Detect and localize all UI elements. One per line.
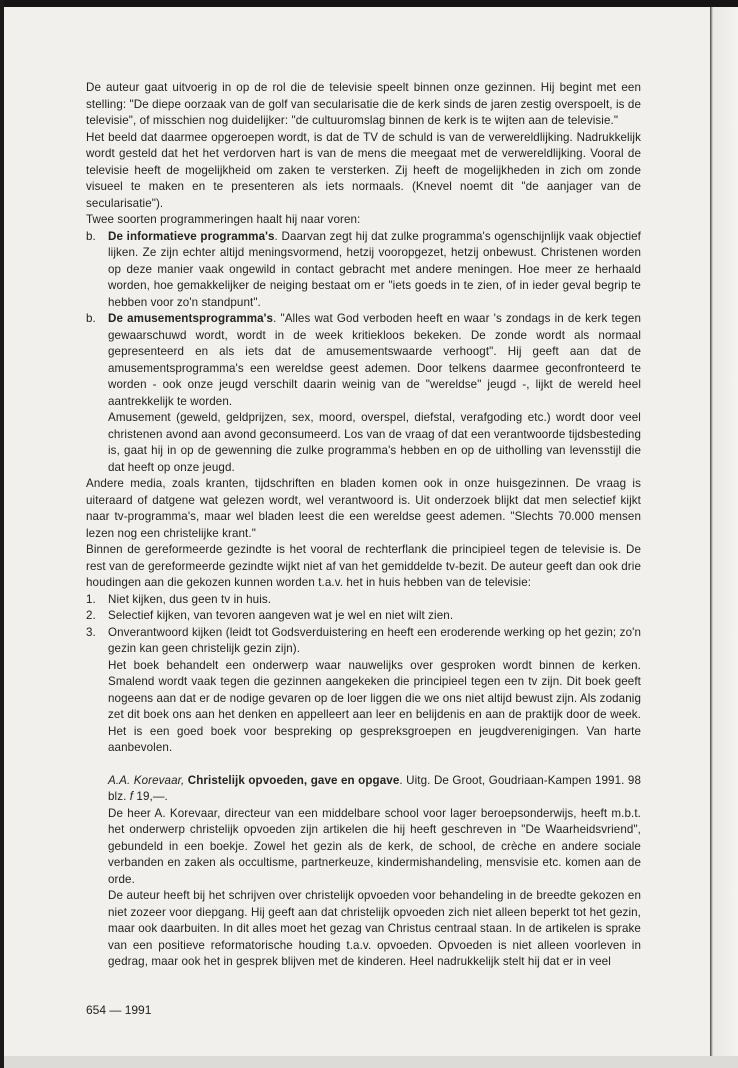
list-item [86,592,641,609]
paragraph: De heer A. Korevaar, directeur van een middelbare school voor lager beroepsonderwijs, heeft m.b.t. het onderwerp christelijk opvoeden zijn artikelen die hij heeft geschreven in "De Waarheidsvriend", gebundeld in een boekje. Zowel het gezin als de kerk, de school, de crèche en andere sociale verbanden en zaken als occultisme, partnerkeuze, kindermishandeling, mensvisie etc. komen aan de orde. [108,806,641,886]
list-item-title: De amusementsprogramma's [108,312,274,325]
paragraph: Binnen de gereformeerde gezindte is het vooral de rechterflank die principieel tegen de televisie is. De rest van de gereformeerde gezindte wijkt niet af van het gemiddelde tv-bezit. De auteur geeft dan ook drie houdingen aan die gekozen kunnen worden t.a.v. het in huis hebben van de televisie: [86,543,641,589]
list-item [86,608,641,625]
scan-bottom-edge [4,1056,738,1068]
list-marker: b. [86,229,96,243]
list-marker: b. [86,312,96,325]
list-item-continuation: Amusement (geweld, geldprijzen, sex, moord, overspel, diefstal, verafgoding etc.) wordt door veel christenen avond aan avond geconsumeerd. Los van de vraag of dat een verantwoorde tijdsbesteding is, gaat hij in op de gewenning die zulke programma's hebben en op de uitholling van levensstijl die dat heeft op onze jeugd. [108,411,641,474]
paragraph: Andere media, zoals kranten, tijdschriften en bladen komen ook in onze huisgezinnen. De vraag is uiteraard of datgene wat gelezen wordt, wel verantwoord is. Uit onderzoek blijkt dat men selectief kijkt naar tv-programma's, maar wel bladen leest die een wereldse geest ademen. "Slechts 70.000 mensen lezen nog een christelijke krant." [86,477,641,540]
list-marker: 3. [86,625,96,639]
review-publisher: . Uitg. De Groot, Goudriaan-Kampen 1991. 98 blz. [108,773,642,803]
list-item [86,311,641,476]
list-item-text [108,311,641,410]
book-review [86,773,641,971]
list-item-text: Niet kijken, dus geen tv in huis. [108,592,272,606]
list-marker: 1. [86,592,96,606]
list-item-text: Selectief kijken, van tevoren aangeven wat je wel en niet wilt zien. [108,609,454,622]
section-spacer [86,757,641,773]
review-price: 19,—. [133,790,168,803]
page-edge-strip [710,7,738,1068]
scan-top-border [0,0,738,7]
list-item-title: De informatieve programma's [108,229,275,243]
list-item-text [108,229,641,312]
review-title: Christelijk opvoeden, gave en opgave [187,773,400,787]
list-item-continuation: Het boek behandelt een onderwerp waar nauwelijks over gesproken wordt binnen de kerken. Smalend wordt vaak tegen die gezinnen aangekeken die principieel tegen een tv zijn. Dit boek geeft nogeens aan dat er de nodige gevaren op de loer liggen die we ons niet altijd bewust zijn. Als zodanig zet dit boek ons aan het denken en appelleert aan leer en belijdenis en aan de praktijk door de week. Het is een goed boek voor bespreking op gespreksgroepen en jeugdverenigingen. Van harte aanbevolen. [108,658,641,754]
list-item-body: . Daarvan zegt hij dat zulke programma's ogenschijnlijk vaak objectief lijken. Ze zijn echter altijd meningsvormend, hetzij vooropgezet, hetzij onbewust. Christenen worden op deze manier vaak ongewild in contact gebracht met andere meningen. Hoe meer ze herhaald worden, hoe gemakkelijker de neiging bestaat om er "iets goeds in te zien, of in ieder geval begrip te hebben voor zo'n standpunt". [108,229,641,309]
review-author: A.A. Korevaar, [108,773,185,787]
list-item [86,229,641,312]
list-item-body: . "Alles wat God verboden heeft en waar 's zondags in de kerk tegen gewaarschuwd wordt, wordt in de week kritiekloos bekeken. De zonde wordt als normaal gepresenteerd en als iets dat de amusementswaarde verhoogt". Hij geeft aan dat de amusementsprogramma's een wereldse geest ademen. Door telkens daarmee geconfronteerd te worden - ook onze jeugd verschilt daarin weinig van de "wereldse" jeugd -, lijkt de wereld heel aantrekkelijk te worden. [108,312,641,408]
price-symbol: f [129,790,134,803]
paragraph: De auteur gaat uitvoerig in op de rol die de televisie speelt binnen onze gezinnen. Hij begint met een stelling: "De diepe oorzaak van de golf van secularisatie die de kerk sinds de jaren zestig overspoelt, is de televisie", of misschien nog duidelijker: "de cultuuromslag binnen de kerk is te wijten aan de televisie." [86,81,641,127]
review-header [108,773,641,806]
page-number: 654 — 1991 [86,1003,152,1017]
paragraph: De auteur heeft bij het schrijven over christelijk opvoeden voor behandeling in de breedte gekozen en niet zozeer voor diepgang. Hij geeft aan dat christelijk opvoeden zich niet alleen beperkt tot het gezin, maar ook daarbuiten. In dit alles moet het gezag van Christus centraal staan. In de artikelen is sprake van een positieve reformatorische houding t.a.v. opvoeden. Opvoeden is niet alleen voorleven in gedrag, maar ook het in gesprek blijven met de kinderen. Heel nadrukkelijk stelt hij dat er in veel [108,889,641,968]
paragraph: Het beeld dat daarmee opgeroepen wordt, is dat de TV de schuld is van de verwereldlijking. Nadrukkelijk wordt gesteld dat het het verdorven hart is van de mens die meegaat met de verwereldlijking. Vooral de televisie heeft de mogelijkheid om zaken te versterken. Zij heeft de mogelijkheden in zich om zonde visueel te maken en te presenteren als iets normaals. (Knevel noemt dit "de aanjager van de secularisatie"). [86,130,641,210]
paragraph: Twee soorten programmeringen haalt hij naar voren: [86,213,361,226]
list-item-text: Onverantwoord kijken (leidt tot Godsverduistering en heeft een eroderende werking op het gezin; zo'n gezin kan geen christelijk gezin zijn). [108,625,641,655]
article-body [86,80,641,971]
list-marker: 2. [86,609,96,622]
list-item [86,625,641,757]
